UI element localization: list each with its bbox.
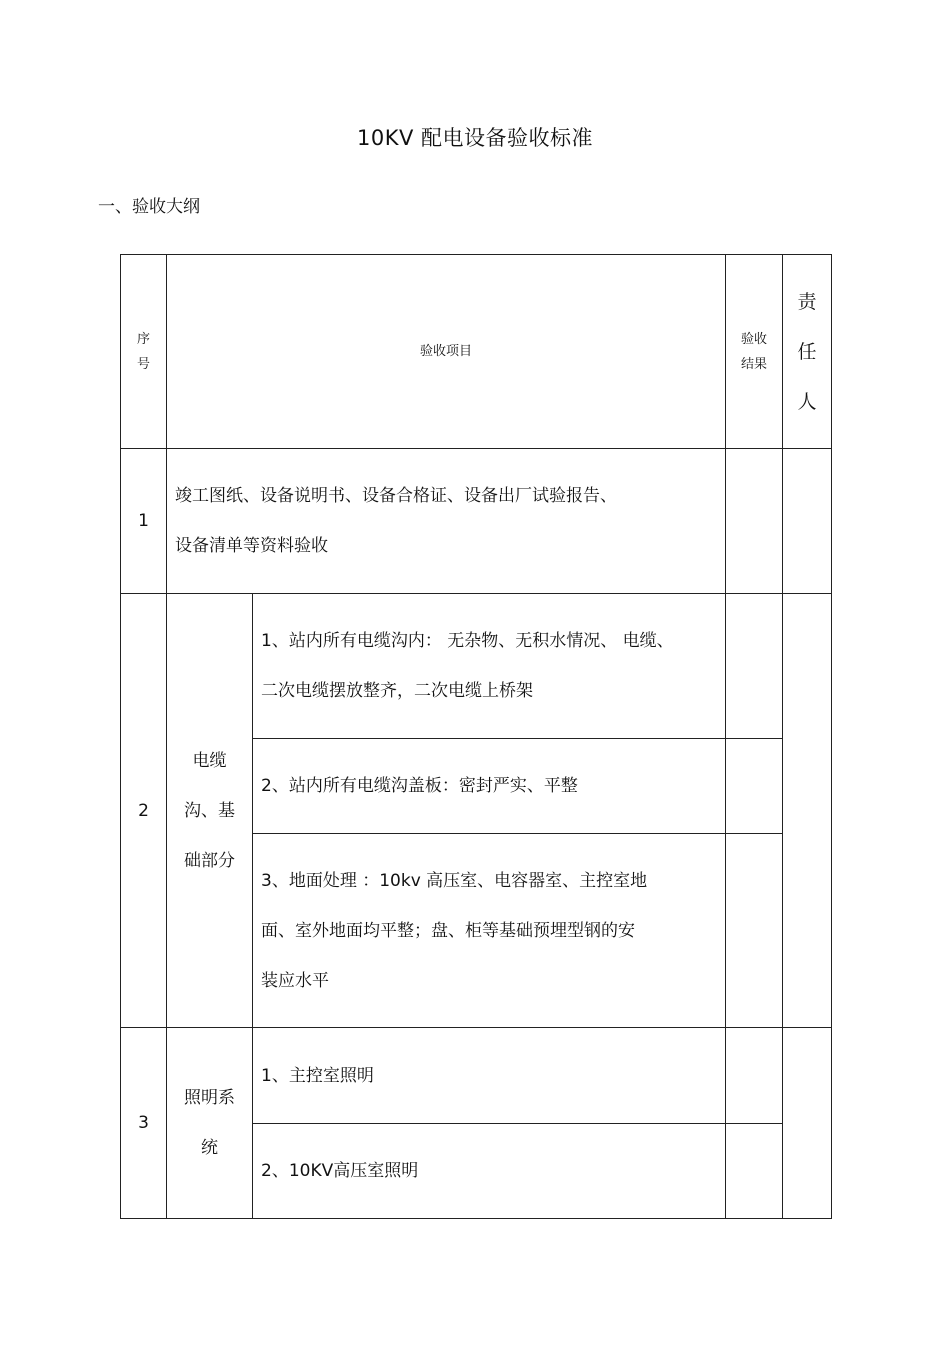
category-line: 础部分 [184, 850, 235, 871]
item-line: 二次电缆摆放整齐，二次电缆上桥架 [261, 681, 533, 701]
acceptance-table [120, 254, 832, 1219]
sub-item: 2、站内所有电缆沟盖板：密封严实、平整 [253, 739, 726, 834]
item-line: 装应水平 [261, 970, 329, 991]
item-line: 竣工图纸、设备说明书、设备合格证、设备出厂试验报告、 [175, 486, 617, 506]
document-title: 10KV 配电设备验收标准 [356, 126, 594, 150]
header-seq-line: 序 [136, 331, 150, 347]
owner-cell[interactable] [783, 449, 832, 594]
sub-item: 2、10KV高压室照明 [253, 1124, 726, 1219]
result-cell[interactable] [726, 449, 783, 594]
header-result-line: 结果 [741, 356, 768, 372]
item-line: 1、站内所有电缆沟内： 无杂物、无积水情况、 电缆、 [261, 631, 674, 651]
header-seq-line: 号 [136, 356, 150, 372]
header-item: 验收项目 [167, 255, 726, 449]
category-line: 统 [201, 1138, 218, 1158]
table-row [121, 1028, 832, 1124]
row-category [167, 1028, 253, 1219]
header-result-line: 验收 [741, 331, 768, 347]
section-heading: 一、验收大纲 [98, 197, 200, 217]
result-cell[interactable] [726, 1028, 783, 1124]
result-cell[interactable] [726, 739, 783, 834]
row-number: 3 [121, 1028, 167, 1219]
row-number: 2 [121, 594, 167, 1028]
item-line: 设备清单等资料验收 [175, 536, 328, 556]
sub-item [253, 594, 726, 739]
result-cell[interactable] [726, 834, 783, 1028]
result-cell[interactable] [726, 1124, 783, 1219]
result-cell[interactable] [726, 594, 783, 739]
row-number: 1 [121, 449, 167, 594]
table-row [121, 594, 832, 739]
header-seq [121, 255, 167, 449]
header-result [726, 255, 783, 449]
header-owner [783, 255, 832, 449]
sub-item: 1、主控室照明 [253, 1028, 726, 1124]
owner-cell[interactable] [783, 594, 832, 1028]
category-line: 沟、基 [184, 800, 235, 821]
item-line: 面、室外地面均平整；盘、柜等基础预埋型钢的安 [261, 920, 635, 941]
table-header-row [121, 255, 832, 449]
owner-cell[interactable] [783, 1028, 832, 1219]
category-line: 电缆 [192, 750, 227, 771]
sub-item [253, 834, 726, 1028]
header-owner-line: 任 [797, 340, 817, 363]
item-line: 3、地面处理 ：10kv 高压室、电容器室、主控室地 [261, 870, 648, 891]
header-owner-line: 责 [797, 290, 817, 313]
header-owner-line: 人 [797, 390, 817, 413]
row-item [167, 449, 726, 594]
category-line: 照明系 [184, 1088, 235, 1108]
row-category [167, 594, 253, 1028]
table-row [121, 449, 832, 594]
